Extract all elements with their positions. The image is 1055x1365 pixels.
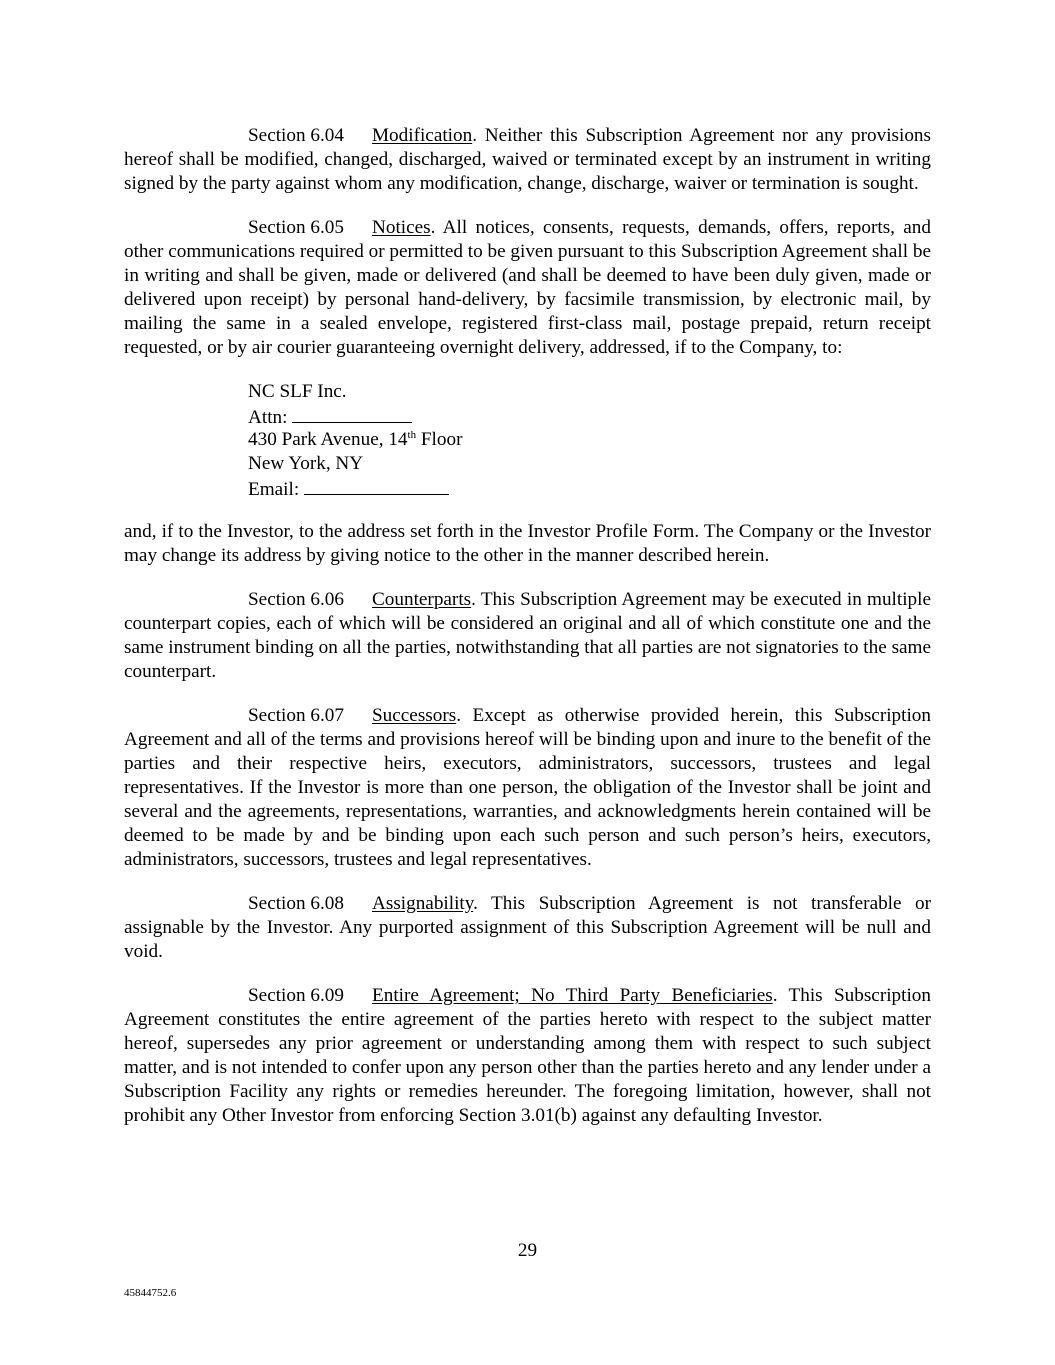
email-blank — [304, 476, 449, 495]
section-6-07 — [124, 704, 931, 872]
section-heading: Entire Agreement; No Third Party Beneficiaries — [372, 985, 773, 1006]
attn-blank — [292, 404, 412, 423]
section-number: Section 6.08 — [248, 893, 344, 914]
page-number: 29 — [517, 1240, 538, 1261]
section-number: Section 6.07 — [248, 705, 344, 726]
email-label: Email: — [248, 479, 304, 500]
section-text: . Neither this Subscription Agreement nor any provisions hereof shall be modified, changed, discharged, waived or terminated except by an instrument in writing signed by the party against whom any modification, change, discharge, waiver or termination is sought. — [124, 125, 931, 194]
section-heading: Notices — [372, 217, 431, 238]
section-text: . This Subscription Agreement may be executed in multiple counterpart copies, each of which will be considered an original and all of which constitute one and the same instrument binding on all the parties, notwithstanding that all parties are not signatories to the same counterpart. — [124, 589, 931, 682]
street-pre: 430 Park Avenue, 14 — [248, 429, 408, 450]
section-6-05 — [124, 216, 931, 360]
section-number: Section 6.09 — [248, 985, 344, 1006]
street-sup: th — [407, 429, 417, 441]
investor-address-paragraph: and, if to the Investor, to the address set forth in the Investor Profile Form. The Company or the Investor may change its address by giving notice to the other in the manner described herein. — [124, 521, 931, 566]
document-id: 45844752.6 — [124, 1287, 177, 1299]
street-line — [248, 428, 931, 452]
section-number: Section 6.06 — [248, 589, 344, 610]
section-6-04 — [124, 124, 931, 196]
section-text: . Except as otherwise provided herein, this Subscription Agreement and all of the terms and provisions hereof will be binding upon and inure to the benefit of the parties and their respective heirs, executors, administrators, successors, trustees and legal representatives. If the Investor is more than one person, the obligation of the Investor shall be joint and several and the agreements, representations, warranties, and acknowledgments herein contained will be deemed to be made by and be binding upon each such person and such person’s heirs, executors, administrators, successors, trustees and legal representatives. — [124, 705, 931, 870]
company-name: NC SLF Inc. — [248, 381, 347, 402]
attn-label: Attn: — [248, 407, 293, 428]
section-text: . This Subscription Agreement constitutes the entire agreement of the parties hereto with respect to the subject matter hereof, supersedes any prior agreement or understanding among them with respect to such subject matter, and is not intended to confer upon any person other than the parties hereto and any lender under a Subscription Facility any rights or remedies hereunder. The foregoing limitation, however, shall not prohibit any Other Investor from enforcing Section 3.01(b) against any defaulting Investor. — [124, 985, 931, 1126]
section-text: . All notices, consents, requests, demands, offers, reports, and other communications required or permitted to be given pursuant to this Subscription Agreement shall be in writing and shall be given, made or delivered (and shall be deemed to have been duly given, made or delivered upon receipt) by personal hand-delivery, by facsimile transmission, by electronic mail, by mailing the same in a sealed envelope, registered first-class mail, postage prepaid, return receipt requested, or by air courier guaranteeing overnight delivery, addressed, if to the Company, to: — [124, 217, 931, 358]
section-heading: Assignability — [372, 893, 474, 914]
section-6-08 — [124, 892, 931, 964]
company-address-block — [248, 380, 931, 500]
section-number: Section 6.04 — [248, 125, 344, 146]
section-heading: Modification — [372, 125, 473, 146]
street-post: Floor — [416, 429, 463, 450]
section-6-09 — [124, 984, 931, 1128]
attn-line — [248, 404, 931, 428]
section-text: . This Subscription Agreement is not transferable or assignable by the Investor. Any purported assignment of this Subscription Agreement will be null and void. — [124, 893, 931, 962]
section-heading: Counterparts — [372, 589, 472, 610]
section-6-06 — [124, 588, 931, 684]
section-number: Section 6.05 — [248, 217, 344, 238]
document-body — [124, 124, 931, 1148]
section-heading: Successors — [372, 705, 457, 726]
email-line — [248, 476, 931, 500]
city-line: New York, NY — [248, 453, 364, 474]
